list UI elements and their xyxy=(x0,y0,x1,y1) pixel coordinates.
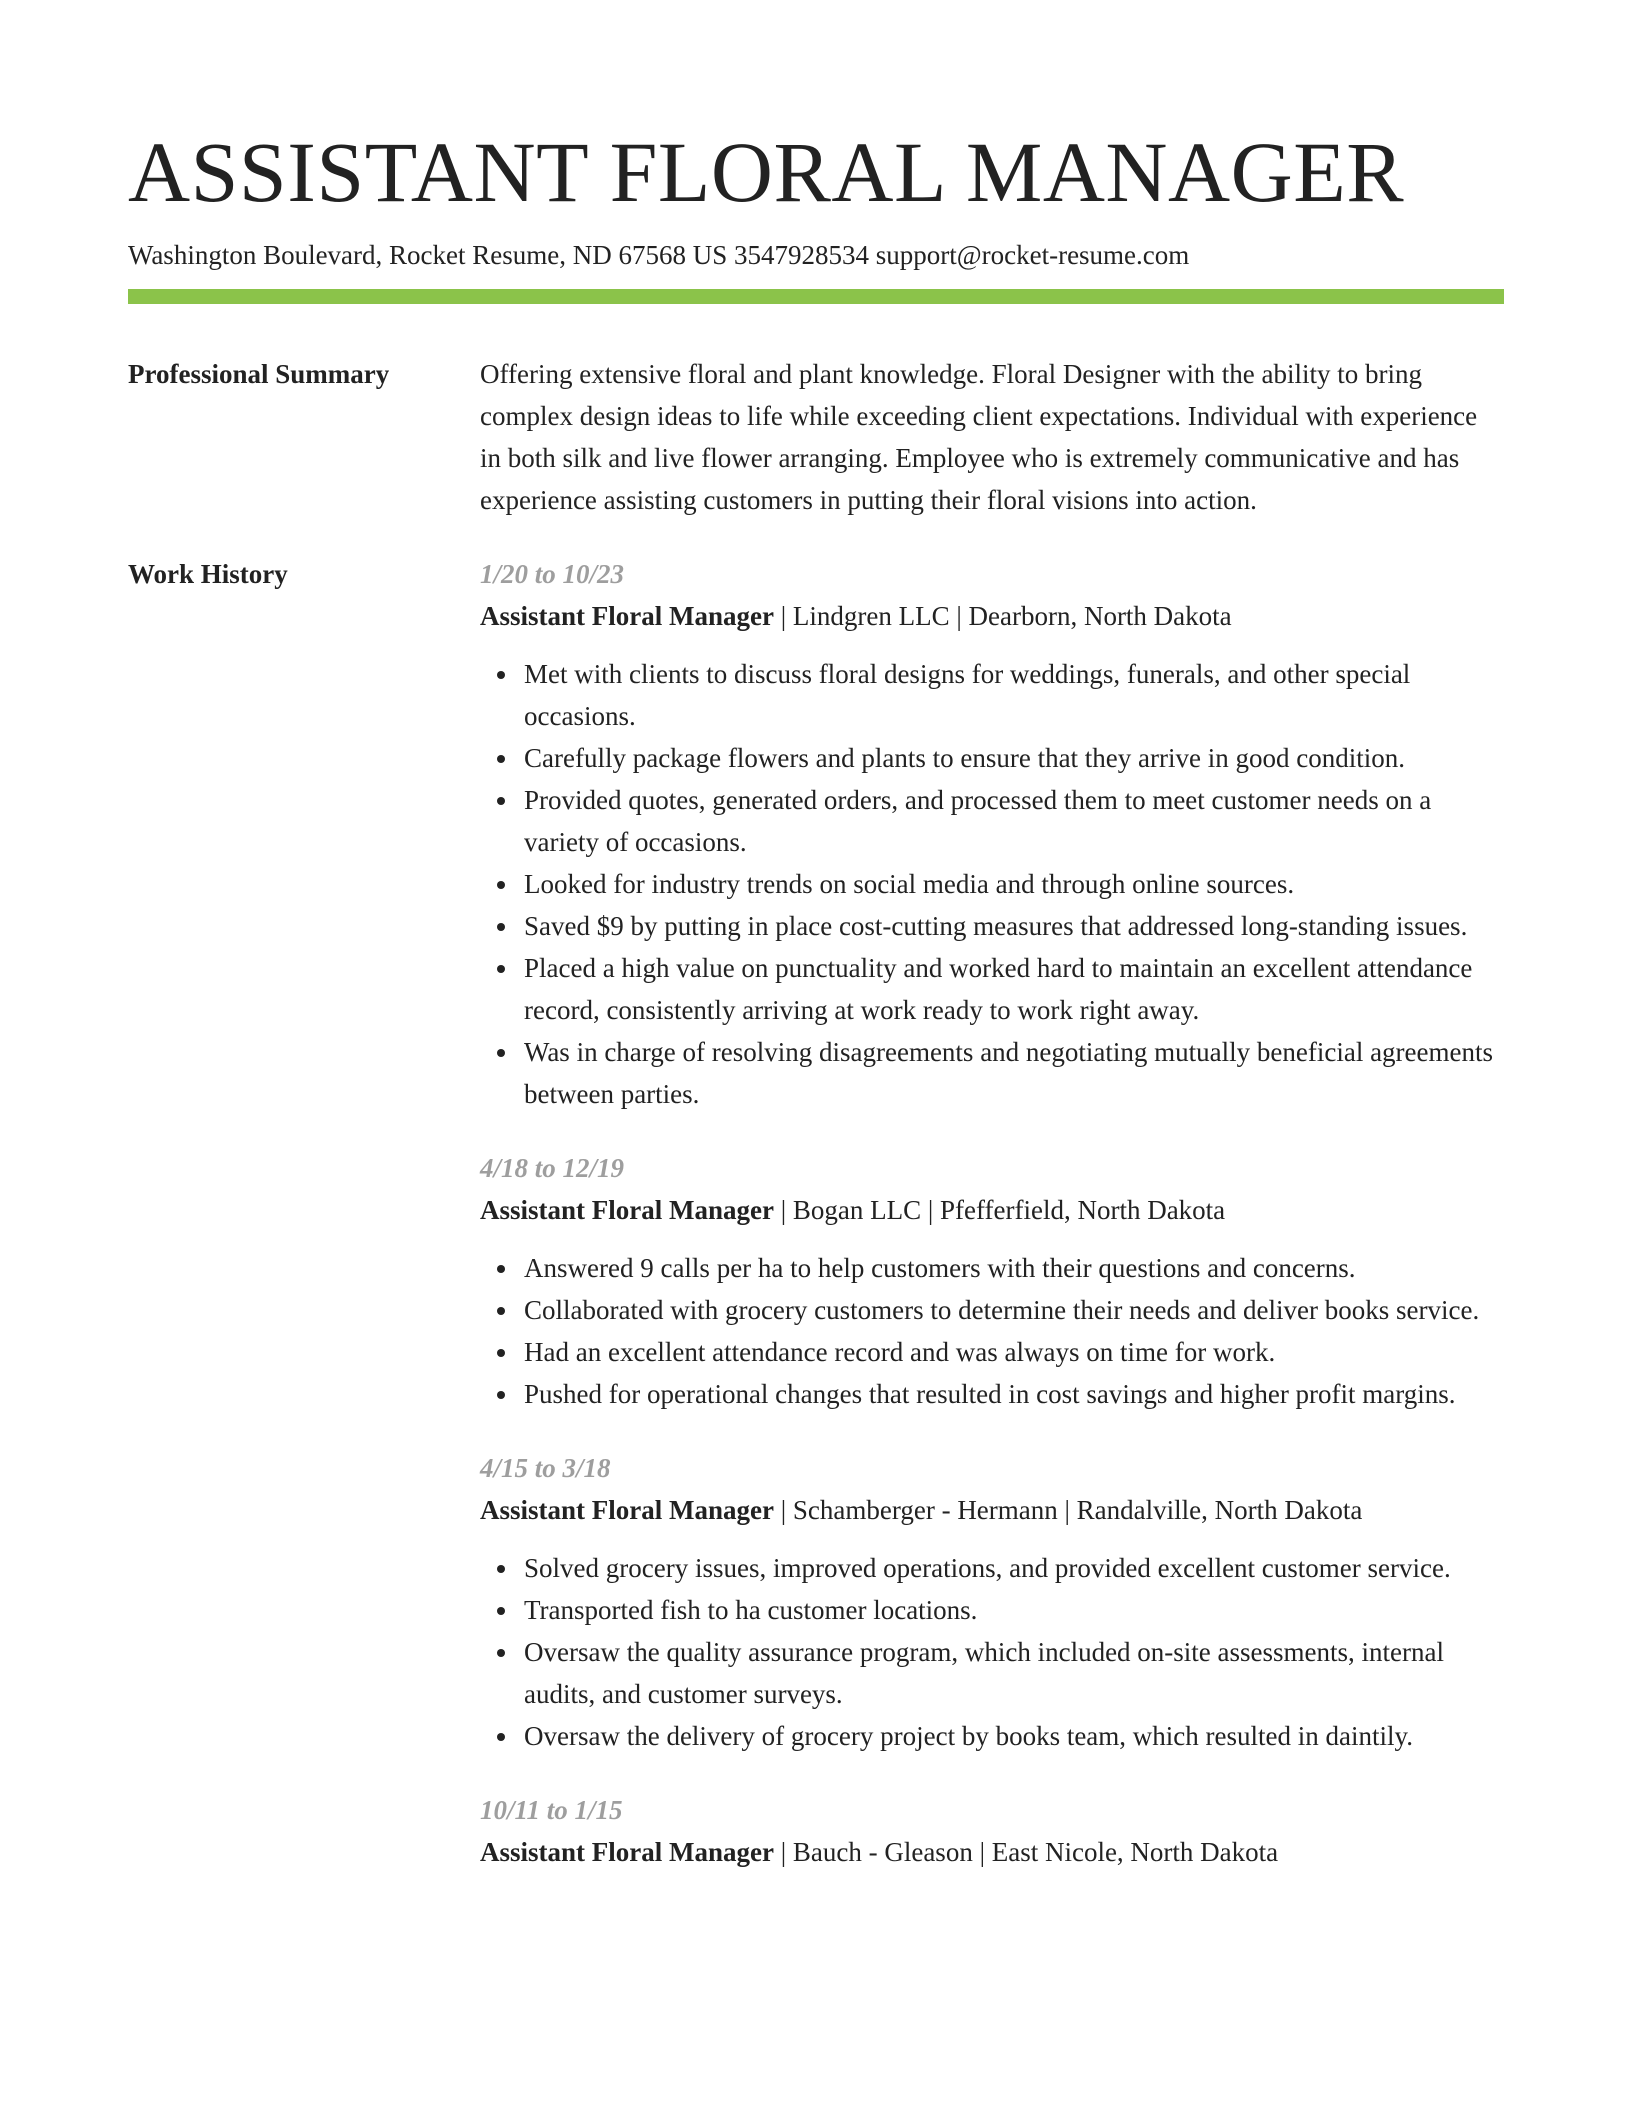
professional-summary-section xyxy=(128,353,1504,521)
job-bullet: Solved grocery issues, improved operations, and provided excellent customer service. xyxy=(524,1547,1504,1589)
job-entry xyxy=(480,1447,1504,1757)
job-bullet: Collaborated with grocery customers to determine their needs and deliver books service. xyxy=(524,1289,1504,1331)
job-bullet: Oversaw the delivery of grocery project by books team, which resulted in daintily. xyxy=(524,1715,1504,1757)
job-bullet: Carefully package flowers and plants to ensure that they arrive in good condition. xyxy=(524,737,1504,779)
job-bullet: Provided quotes, generated orders, and processed them to meet customer needs on a variety of occasions. xyxy=(524,779,1504,863)
job-bullet: Answered 9 calls per ha to help customers with their questions and concerns. xyxy=(524,1247,1504,1289)
job-company-location: | Lindgren LLC | Dearborn, North Dakota xyxy=(773,601,1232,631)
job-bullet-list xyxy=(480,1247,1504,1415)
accent-divider xyxy=(128,289,1504,304)
job-dates: 4/18 to 12/19 xyxy=(480,1153,625,1183)
job-company-location: | Schamberger - Hermann | Randalville, North Dakota xyxy=(773,1495,1363,1525)
job-heading xyxy=(480,1189,1504,1231)
job-bullet: Oversaw the quality assurance program, which included on-site assessments, internal audits, and customer surveys. xyxy=(524,1631,1504,1715)
summary-body xyxy=(480,353,1504,521)
job-dates: 4/15 to 3/18 xyxy=(480,1453,611,1483)
job-bullet: Transported fish to ha customer locations. xyxy=(524,1589,1504,1631)
job-heading xyxy=(480,1489,1504,1531)
work-history-body xyxy=(480,553,1504,1905)
job-company-location: | Bauch - Gleason | East Nicole, North Dakota xyxy=(773,1837,1279,1867)
job-entry xyxy=(480,1147,1504,1415)
job-title: Assistant Floral Manager xyxy=(480,601,774,631)
job-bullet: Was in charge of resolving disagreements and negotiating mutually beneficial agreements between parties. xyxy=(524,1031,1504,1115)
work-history-section xyxy=(128,553,1504,1905)
job-bullet: Saved $9 by putting in place cost-cutting measures that addressed long-standing issues. xyxy=(524,905,1504,947)
contact-info: Washington Boulevard, Rocket Resume, ND 67568 US 3547928534 support@rocket-resume.com xyxy=(128,240,1190,270)
job-bullet-list xyxy=(480,1547,1504,1757)
job-bullet: Pushed for operational changes that resulted in cost savings and higher profit margins. xyxy=(524,1373,1504,1415)
summary-text: Offering extensive floral and plant knowledge. Floral Designer with the ability to bring complex design ideas to life while exceeding client expectations. Individual with experience in both silk and live flower arranging. Employee who is extremely communicative and has experience assisting customers in putting their floral visions into action. xyxy=(480,359,1478,515)
job-bullet: Placed a high value on punctuality and worked hard to maintain an excellent attendance record, consistently arriving at work ready to work right away. xyxy=(524,947,1504,1031)
job-heading xyxy=(480,595,1504,637)
job-bullet: Had an excellent attendance record and was always on time for work. xyxy=(524,1331,1504,1373)
job-title: Assistant Floral Manager xyxy=(480,1837,774,1867)
job-bullet: Met with clients to discuss floral designs for weddings, funerals, and other special occasions. xyxy=(524,653,1504,737)
section-label-summary: Professional Summary xyxy=(128,359,390,389)
resume-page xyxy=(128,0,1504,1905)
job-entry xyxy=(480,553,1504,1115)
job-company-location: | Bogan LLC | Pfefferfield, North Dakota xyxy=(773,1195,1226,1225)
job-bullet: Looked for industry trends on social media and through online sources. xyxy=(524,863,1504,905)
job-heading xyxy=(480,1831,1504,1873)
job-dates: 1/20 to 10/23 xyxy=(480,559,625,589)
section-label-work-history: Work History xyxy=(128,559,288,589)
job-title: Assistant Floral Manager xyxy=(480,1195,774,1225)
job-entry xyxy=(480,1789,1504,1873)
candidate-name: ASSISTANT FLORAL MANAGER xyxy=(128,124,1405,220)
job-title: Assistant Floral Manager xyxy=(480,1495,774,1525)
job-dates: 10/11 to 1/15 xyxy=(480,1795,623,1825)
job-bullet-list xyxy=(480,653,1504,1115)
